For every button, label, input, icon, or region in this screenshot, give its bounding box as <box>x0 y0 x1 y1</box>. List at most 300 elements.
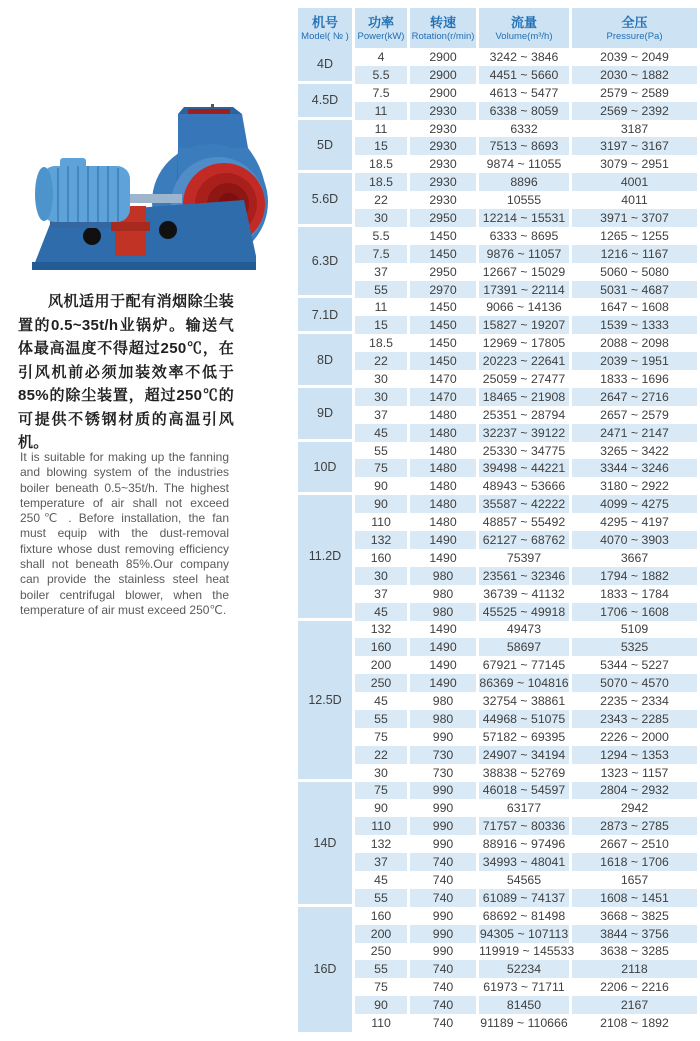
volume-cell: 18465 ~ 21908 <box>479 388 569 406</box>
power-cell: 37 <box>374 407 388 422</box>
rotation-cell: 2900 <box>429 85 457 100</box>
pressure-cell: 2167 <box>572 996 697 1014</box>
pressure-cell: 5031 ~ 4687 <box>572 281 697 299</box>
volume-cell: 48943 ~ 53666 <box>482 479 566 494</box>
volume-cell: 12214 ~ 15531 <box>479 209 569 227</box>
volume-cell: 119919 ~ 145533 <box>479 944 575 959</box>
power-cell: 18.5 <box>355 173 407 191</box>
pressure-cell: 2343 ~ 2285 <box>572 710 697 728</box>
volume-cell: 81450 <box>479 996 569 1014</box>
rotation-cell: 2900 <box>429 49 457 64</box>
table-row <box>298 549 697 567</box>
power-cell: 11 <box>374 300 388 315</box>
spec-table-wrap <box>295 8 700 1032</box>
model-cell: 4.5D <box>298 84 352 120</box>
power-cell: 11 <box>374 121 388 136</box>
volume-cell: 6338 ~ 8059 <box>479 102 569 120</box>
table-row <box>298 996 697 1014</box>
table-row <box>298 334 697 352</box>
table-row <box>298 638 697 656</box>
rotation-cell: 980 <box>432 586 454 601</box>
table-row <box>298 603 697 621</box>
table-row <box>298 263 697 281</box>
pressure-cell: 2206 ~ 2216 <box>600 980 669 995</box>
volume-cell: 68692 ~ 81498 <box>482 908 566 923</box>
pressure-cell: 1706 ~ 1608 <box>572 603 697 621</box>
rotation-cell: 1450 <box>429 300 457 315</box>
table-row <box>298 692 697 710</box>
volume-cell: 58697 <box>479 638 569 656</box>
model-cell: 8D <box>298 334 352 388</box>
pressure-cell: 3667 <box>620 550 649 565</box>
table-row <box>298 764 697 782</box>
power-cell: 5.5 <box>372 228 390 243</box>
table-row <box>298 889 697 907</box>
rotation-cell: 990 <box>432 837 454 852</box>
power-cell: 11 <box>355 102 407 120</box>
table-row <box>298 817 697 835</box>
pressure-cell: 3844 ~ 3756 <box>572 925 697 943</box>
volume-cell: 39498 ~ 44221 <box>479 459 569 477</box>
table-row <box>298 173 697 191</box>
table-row <box>298 388 697 406</box>
table-row <box>298 531 697 549</box>
column-header-volume <box>479 8 569 48</box>
rotation-cell: 1480 <box>410 495 476 513</box>
pressure-cell: 4011 <box>621 193 648 208</box>
pressure-cell: 5344 ~ 5227 <box>600 658 669 673</box>
power-cell: 55 <box>355 960 407 978</box>
power-cell: 160 <box>355 638 407 656</box>
table-row <box>298 155 697 173</box>
pressure-cell: 2804 ~ 2932 <box>572 782 697 800</box>
table-row <box>298 406 697 424</box>
rotation-cell: 990 <box>410 817 476 835</box>
rotation-cell: 1450 <box>429 336 457 351</box>
table-row <box>298 585 697 603</box>
rotation-cell: 2930 <box>429 193 457 208</box>
table-row <box>298 513 697 531</box>
pressure-cell: 2942 <box>620 801 649 816</box>
power-cell: 45 <box>355 603 407 621</box>
volume-cell: 86369 ~ 104816 <box>479 676 569 691</box>
rotation-cell: 1450 <box>410 352 476 370</box>
rotation-cell: 740 <box>410 889 476 907</box>
volume-cell: 20223 ~ 22641 <box>479 352 569 370</box>
pressure-cell: 1794 ~ 1882 <box>572 567 697 585</box>
volume-cell: 57182 ~ 69395 <box>482 729 566 744</box>
volume-cell: 44968 ~ 51075 <box>479 710 569 728</box>
volume-cell: 71757 ~ 80336 <box>479 817 569 835</box>
volume-cell: 6333 ~ 8695 <box>489 228 559 243</box>
pressure-cell: 3638 ~ 3285 <box>600 944 669 959</box>
pressure-cell: 2039 ~ 1951 <box>572 352 697 370</box>
column-header-model-en: Model( № ) <box>301 30 349 42</box>
rotation-cell: 1470 <box>429 371 457 386</box>
power-cell: 22 <box>374 193 388 208</box>
table-row <box>298 728 697 746</box>
pressure-cell: 3187 <box>620 121 649 136</box>
volume-cell: 25330 ~ 34775 <box>482 443 566 458</box>
spec-table-body <box>298 48 697 1032</box>
rotation-cell: 2930 <box>410 173 476 191</box>
volume-cell: 46018 ~ 54597 <box>479 782 569 800</box>
power-cell: 75 <box>355 782 407 800</box>
model-cell: 6.3D <box>298 227 352 299</box>
table-row <box>298 853 697 871</box>
volume-cell: 4451 ~ 5660 <box>479 66 569 84</box>
model-cell: 16D <box>298 907 352 1032</box>
power-cell: 90 <box>355 495 407 513</box>
volume-cell: 61973 ~ 71711 <box>483 980 565 995</box>
volume-cell: 45525 ~ 49918 <box>479 603 569 621</box>
power-cell: 7.5 <box>355 245 407 263</box>
model-cell: 14D <box>298 782 352 907</box>
pressure-cell: 5109 <box>620 622 649 637</box>
volume-cell: 10555 <box>506 193 542 208</box>
table-row <box>298 907 697 925</box>
table-row <box>298 209 697 227</box>
pressure-cell: 4295 ~ 4197 <box>600 515 669 530</box>
volume-cell: 7513 ~ 8693 <box>479 137 569 155</box>
volume-cell: 88916 ~ 97496 <box>482 837 566 852</box>
column-header-pressure <box>572 8 697 48</box>
volume-cell: 9874 ~ 11055 <box>486 157 562 172</box>
power-cell: 7.5 <box>372 85 390 100</box>
table-row <box>298 370 697 388</box>
table-row <box>298 191 697 209</box>
pressure-cell: 5325 <box>572 638 697 656</box>
table-row <box>298 656 697 674</box>
volume-cell: 52234 <box>479 960 569 978</box>
volume-cell: 62127 ~ 68762 <box>479 531 569 549</box>
pressure-cell: 4099 ~ 4275 <box>572 495 697 513</box>
table-row <box>298 120 697 138</box>
column-header-pressure-zh: 全压 <box>621 14 648 30</box>
rotation-cell: 1450 <box>429 228 457 243</box>
column-header-volume-zh: 流量 <box>510 14 537 30</box>
power-cell: 75 <box>355 459 407 477</box>
power-cell: 110 <box>371 1016 391 1031</box>
volume-cell: 36739 ~ 41132 <box>483 586 565 601</box>
power-cell: 55 <box>355 889 407 907</box>
power-cell: 132 <box>370 837 392 852</box>
power-cell: 22 <box>355 352 407 370</box>
rotation-cell: 1480 <box>410 424 476 442</box>
pressure-cell: 1323 ~ 1157 <box>600 765 669 780</box>
table-row <box>298 298 697 316</box>
model-cell: 4D <box>298 48 352 84</box>
volume-cell: 8896 <box>479 173 569 191</box>
volume-cell: 9066 ~ 14136 <box>486 300 562 315</box>
power-cell: 45 <box>374 872 388 887</box>
volume-cell: 67921 ~ 77145 <box>482 658 566 673</box>
rotation-cell: 2930 <box>410 102 476 120</box>
column-header-volume-en: Volume(m³/h) <box>495 30 553 42</box>
power-cell: 30 <box>355 388 407 406</box>
power-cell: 55 <box>355 281 407 299</box>
description-chinese: 风机适用于配有消烟除尘装置的0.5~35t/h业锅炉。输送气体最高温度不得超过250℃，在引风机前必须加装效率不低于85%的除尘装置，超过250℃的可提供不锈钢材质的高温引风机。 <box>18 293 234 451</box>
pressure-cell: 3265 ~ 3422 <box>600 443 669 458</box>
rotation-cell: 1450 <box>410 316 476 334</box>
model-cell: 12.5D <box>298 621 352 782</box>
table-row <box>298 442 697 460</box>
table-row <box>298 477 697 495</box>
pressure-cell: 1833 ~ 1696 <box>600 371 669 386</box>
volume-cell: 61089 ~ 74137 <box>479 889 569 907</box>
pressure-cell: 2657 ~ 2579 <box>600 407 669 422</box>
table-row <box>298 281 697 299</box>
table-row <box>298 424 697 442</box>
rotation-cell: 2970 <box>410 281 476 299</box>
power-cell: 90 <box>374 479 388 494</box>
table-row <box>298 459 697 477</box>
model-cell: 5D <box>298 120 352 174</box>
volume-cell: 12667 ~ 15029 <box>482 264 566 279</box>
table-row <box>298 567 697 585</box>
pressure-cell: 2226 ~ 2000 <box>600 729 669 744</box>
pressure-cell: 1216 ~ 1167 <box>572 245 697 263</box>
volume-cell: 34993 ~ 48041 <box>479 853 569 871</box>
table-row <box>298 674 697 692</box>
power-cell: 90 <box>355 996 407 1014</box>
rotation-cell: 1480 <box>429 443 457 458</box>
volume-cell: 17391 ~ 22114 <box>479 281 569 299</box>
rotation-cell: 1480 <box>429 515 457 530</box>
rotation-cell: 740 <box>432 1016 454 1031</box>
power-cell: 22 <box>355 746 407 764</box>
rotation-cell: 980 <box>410 567 476 585</box>
table-row <box>298 943 697 961</box>
volume-cell: 75397 <box>506 550 542 565</box>
power-cell: 55 <box>374 443 388 458</box>
table-row <box>298 316 697 334</box>
table-row <box>298 1014 697 1032</box>
pressure-cell: 3344 ~ 3246 <box>572 459 697 477</box>
table-row <box>298 978 697 996</box>
power-cell: 250 <box>355 674 407 692</box>
rotation-cell: 1470 <box>410 388 476 406</box>
table-row <box>298 746 697 764</box>
rotation-cell: 740 <box>432 872 454 887</box>
table-row <box>298 925 697 943</box>
power-cell: 37 <box>374 586 388 601</box>
table-row <box>298 137 697 155</box>
power-cell: 250 <box>370 944 392 959</box>
pressure-cell: 3197 ~ 3167 <box>572 137 697 155</box>
volume-cell: 49473 <box>506 622 542 637</box>
power-cell: 30 <box>355 567 407 585</box>
rotation-cell: 1480 <box>429 407 457 422</box>
volume-cell: 25351 ~ 28794 <box>482 407 566 422</box>
model-cell: 11.2D <box>298 495 352 620</box>
power-cell: 75 <box>374 980 388 995</box>
volume-cell: 15827 ~ 19207 <box>479 316 569 334</box>
table-row <box>298 495 697 513</box>
rotation-cell: 990 <box>410 925 476 943</box>
rotation-cell: 2950 <box>429 264 457 279</box>
power-cell: 200 <box>355 925 407 943</box>
column-header-power-zh: 功率 <box>367 14 394 30</box>
pressure-cell: 2873 ~ 2785 <box>572 817 697 835</box>
pressure-cell: 2667 ~ 2510 <box>600 837 669 852</box>
power-cell: 110 <box>371 515 391 530</box>
table-row <box>298 835 697 853</box>
power-cell: 45 <box>355 424 407 442</box>
pressure-cell: 2030 ~ 1882 <box>572 66 697 84</box>
rotation-cell: 2950 <box>410 209 476 227</box>
power-cell: 110 <box>355 817 407 835</box>
volume-cell: 32237 ~ 39122 <box>479 424 569 442</box>
volume-cell: 25059 ~ 27477 <box>482 371 566 386</box>
volume-cell: 23561 ~ 32346 <box>479 567 569 585</box>
volume-cell: 35587 ~ 42222 <box>479 495 569 513</box>
rotation-cell: 1490 <box>410 531 476 549</box>
power-cell: 5.5 <box>355 66 407 84</box>
rotation-cell: 740 <box>410 996 476 1014</box>
rotation-cell: 980 <box>432 694 454 708</box>
table-header-row <box>298 8 697 48</box>
pressure-cell: 1833 ~ 1784 <box>600 586 669 601</box>
power-cell: 15 <box>355 316 407 334</box>
column-header-rotation-en: Rotation(r/min) <box>411 30 475 42</box>
volume-cell: 63177 <box>506 801 542 816</box>
spec-table <box>295 8 700 1032</box>
power-cell: 90 <box>374 801 388 816</box>
pressure-cell: 4070 ~ 3903 <box>572 531 697 549</box>
power-cell: 75 <box>374 729 388 744</box>
pressure-cell: 3971 ~ 3707 <box>572 209 697 227</box>
rotation-cell: 740 <box>410 960 476 978</box>
rotation-cell: 980 <box>410 710 476 728</box>
power-cell: 30 <box>355 209 407 227</box>
pressure-cell: 1657 <box>620 872 649 887</box>
pressure-cell: 3668 ~ 3825 <box>600 908 669 923</box>
pressure-cell: 2118 <box>572 960 697 978</box>
rotation-cell: 990 <box>410 782 476 800</box>
power-cell: 37 <box>355 853 407 871</box>
table-row <box>298 102 697 120</box>
power-cell: 37 <box>374 264 388 279</box>
rotation-cell: 2930 <box>429 157 457 172</box>
pressure-cell: 5060 ~ 5080 <box>600 264 669 279</box>
volume-cell: 6332 <box>510 121 538 136</box>
table-row <box>298 710 697 728</box>
table-row <box>298 66 697 84</box>
volume-cell: 32754 ~ 38861 <box>482 694 566 708</box>
pressure-cell: 2471 ~ 2147 <box>572 424 697 442</box>
power-cell: 132 <box>370 622 392 637</box>
rotation-cell: 990 <box>432 729 454 744</box>
model-cell: 7.1D <box>298 298 352 334</box>
pressure-cell: 2569 ~ 2392 <box>572 102 697 120</box>
pressure-cell: 2579 ~ 2589 <box>600 85 669 100</box>
rotation-cell: 2930 <box>410 137 476 155</box>
column-header-pressure-en: Pressure(Pa) <box>606 30 663 42</box>
rotation-cell: 1490 <box>429 622 457 637</box>
power-cell: 160 <box>370 908 392 923</box>
table-row <box>298 227 697 245</box>
rotation-cell: 990 <box>432 908 454 923</box>
pressure-cell: 1539 ~ 1333 <box>572 316 697 334</box>
rotation-cell: 990 <box>432 944 454 959</box>
power-cell: 132 <box>355 531 407 549</box>
volume-cell: 24907 ~ 34194 <box>479 746 569 764</box>
rotation-cell: 980 <box>410 603 476 621</box>
rotation-cell: 1490 <box>410 674 476 692</box>
rotation-cell: 2900 <box>410 66 476 84</box>
column-header-power-en: Power(kW) <box>357 30 405 42</box>
table-row <box>298 871 697 889</box>
table-row <box>298 48 697 66</box>
volume-cell: 4613 ~ 5477 <box>489 85 559 100</box>
pressure-cell: 3180 ~ 2922 <box>600 479 669 494</box>
table-row <box>298 84 697 102</box>
power-cell: 160 <box>370 550 392 565</box>
power-cell: 200 <box>370 658 392 673</box>
model-cell: 5.6D <box>298 173 352 227</box>
pressure-cell: 3079 ~ 2951 <box>600 157 669 172</box>
column-header-power <box>355 8 407 48</box>
model-cell: 9D <box>298 388 352 442</box>
rotation-cell: 990 <box>432 801 454 816</box>
rotation-cell: 1480 <box>429 479 457 494</box>
pressure-cell: 4001 <box>572 173 697 191</box>
rotation-cell: 1480 <box>410 459 476 477</box>
pressure-cell: 2647 ~ 2716 <box>572 388 697 406</box>
volume-cell: 54565 <box>506 872 542 887</box>
power-cell: 30 <box>374 371 388 386</box>
centrifugal-fan-illustration <box>18 104 270 280</box>
pressure-cell: 2088 ~ 2098 <box>600 336 669 351</box>
pressure-cell: 5070 ~ 4570 <box>572 674 697 692</box>
pressure-cell: 2039 ~ 2049 <box>600 49 669 64</box>
table-row <box>298 960 697 978</box>
rotation-cell: 1490 <box>429 550 457 565</box>
table-row <box>298 245 697 263</box>
volume-cell: 3242 ~ 3846 <box>489 49 559 64</box>
rotation-cell: 740 <box>432 980 454 995</box>
table-row <box>298 352 697 370</box>
volume-cell: 38838 ~ 52769 <box>482 765 566 780</box>
table-row <box>298 799 697 817</box>
column-header-model <box>298 8 352 48</box>
power-cell: 4 <box>377 49 385 64</box>
volume-cell: 48857 ~ 55492 <box>482 515 566 530</box>
power-cell: 55 <box>355 710 407 728</box>
pressure-cell: 2108 ~ 1892 <box>600 1016 669 1031</box>
volume-cell: 9876 ~ 11057 <box>479 245 569 263</box>
pressure-cell: 1265 ~ 1255 <box>600 228 669 243</box>
pressure-cell: 1294 ~ 1353 <box>572 746 697 764</box>
pressure-cell: 1618 ~ 1706 <box>572 853 697 871</box>
power-cell: 45 <box>374 694 388 708</box>
pressure-cell: 1608 ~ 1451 <box>572 889 697 907</box>
table-row <box>298 782 697 800</box>
rotation-cell: 1490 <box>410 638 476 656</box>
rotation-cell: 1490 <box>429 658 457 673</box>
power-cell: 30 <box>374 765 388 780</box>
rotation-cell: 730 <box>410 746 476 764</box>
volume-cell: 94305 ~ 107113 <box>479 926 569 941</box>
power-cell: 18.5 <box>369 336 393 351</box>
column-header-model-zh: 机号 <box>311 14 338 30</box>
fan-product-image <box>18 104 270 280</box>
rotation-cell: 2930 <box>429 121 457 136</box>
pressure-cell: 2235 ~ 2334 <box>600 694 669 708</box>
power-cell: 15 <box>355 137 407 155</box>
rotation-cell: 740 <box>410 853 476 871</box>
